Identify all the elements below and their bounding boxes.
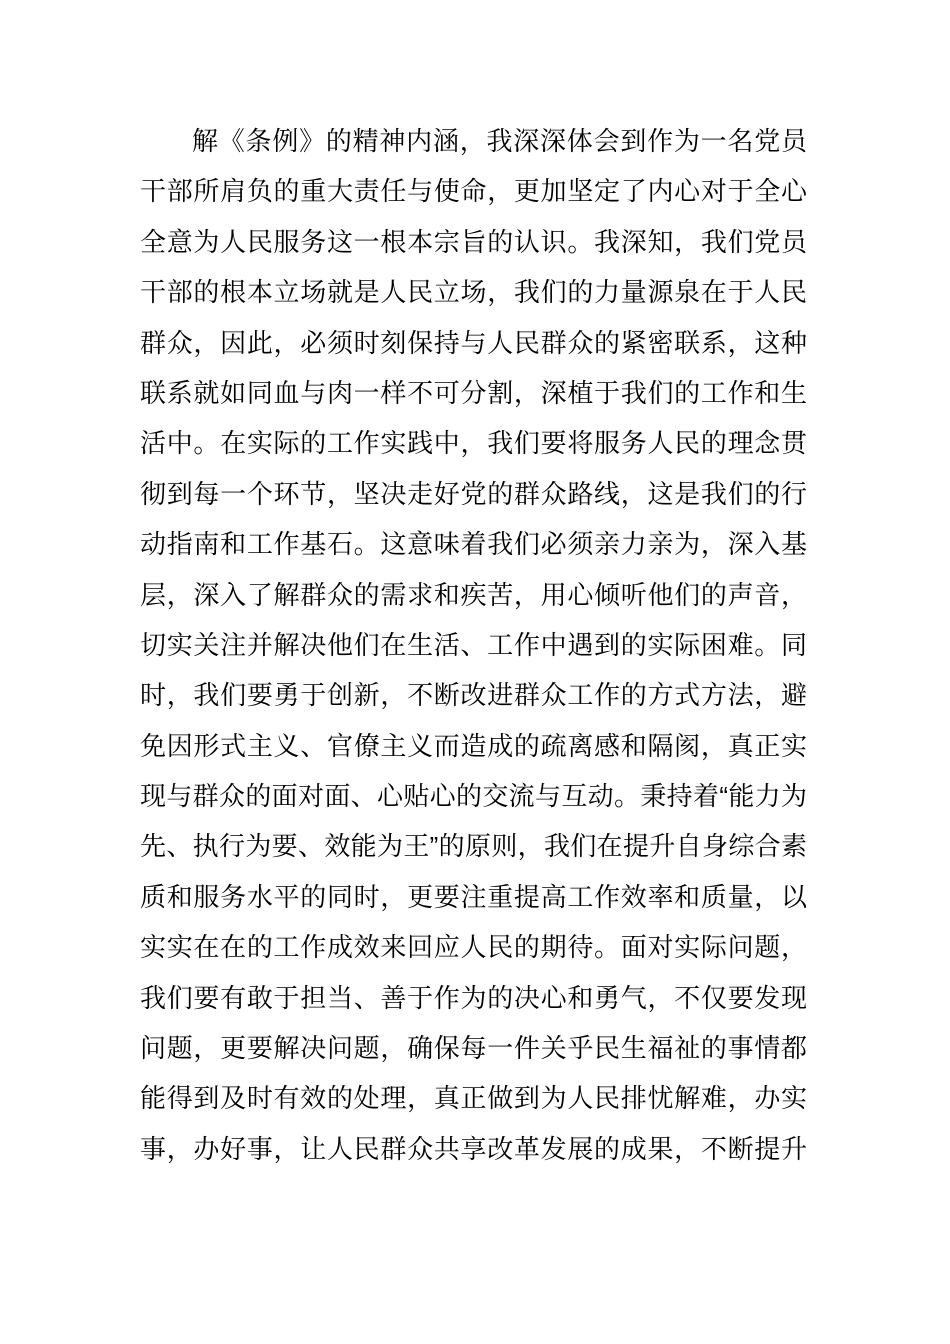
text-line: 切实关注并解决他们在生活、工作中遇到的实际困难。同 bbox=[140, 629, 807, 660]
text-line: 活中。在实际的工作实践中，我们要将服务人民的理念贯 bbox=[140, 428, 807, 459]
text-line: 先、执行为要、效能为王”的原则，我们在提升自身综合素 bbox=[140, 831, 807, 862]
text-line: 干部所肩负的重大责任与使命，更加坚定了内心对于全心 bbox=[140, 176, 807, 207]
text-line: 动指南和工作基石。这意味着我们必须亲力亲为，深入基 bbox=[140, 529, 807, 560]
text-line: 联系就如同血与肉一样不可分割，深植于我们的工作和生 bbox=[140, 377, 807, 408]
text-line: 事，办好事，让人民群众共享改革发展的成果，不断提升 bbox=[140, 1133, 807, 1164]
text-line: 问题，更要解决问题，确保每一件关乎民生福祉的事情都 bbox=[140, 1033, 807, 1064]
text-line: 干部的根本立场就是人民立场，我们的力量源泉在于人民 bbox=[140, 277, 807, 308]
text-line: 时，我们要勇于创新，不断改进群众工作的方式方法，避 bbox=[140, 680, 807, 711]
paragraph-body-text bbox=[140, 116, 807, 1174]
text-line: 免因形式主义、官僚主义而造成的疏离感和隔阂，真正实 bbox=[140, 730, 807, 761]
text-line: 我们要有敢于担当、善于作为的决心和勇气，不仅要发现 bbox=[140, 982, 807, 1013]
text-line: 现与群众的面对面、心贴心的交流与互动。秉持着“能力为 bbox=[140, 781, 807, 812]
text-line: 实实在在的工作成效来回应人民的期待。面对实际问题， bbox=[140, 932, 807, 963]
text-line: 能得到及时有效的处理，真正做到为人民排忧解难，办实 bbox=[140, 1083, 807, 1114]
text-line: 全意为人民服务这一根本宗旨的认识。我深知，我们党员 bbox=[140, 226, 807, 257]
text-line: 质和服务水平的同时，更要注重提高工作效率和质量，以 bbox=[140, 881, 807, 912]
text-line: 解《条例》的精神内涵，我深深体会到作为一名党员 bbox=[192, 126, 807, 156]
text-line: 层，深入了解群众的需求和疾苦，用心倾听他们的声音， bbox=[140, 579, 807, 610]
text-line: 群众，因此，必须时刻保持与人民群众的紧密联系，这种 bbox=[140, 327, 807, 358]
text-line: 彻到每一个环节，坚决走好党的群众路线，这是我们的行 bbox=[140, 478, 807, 509]
